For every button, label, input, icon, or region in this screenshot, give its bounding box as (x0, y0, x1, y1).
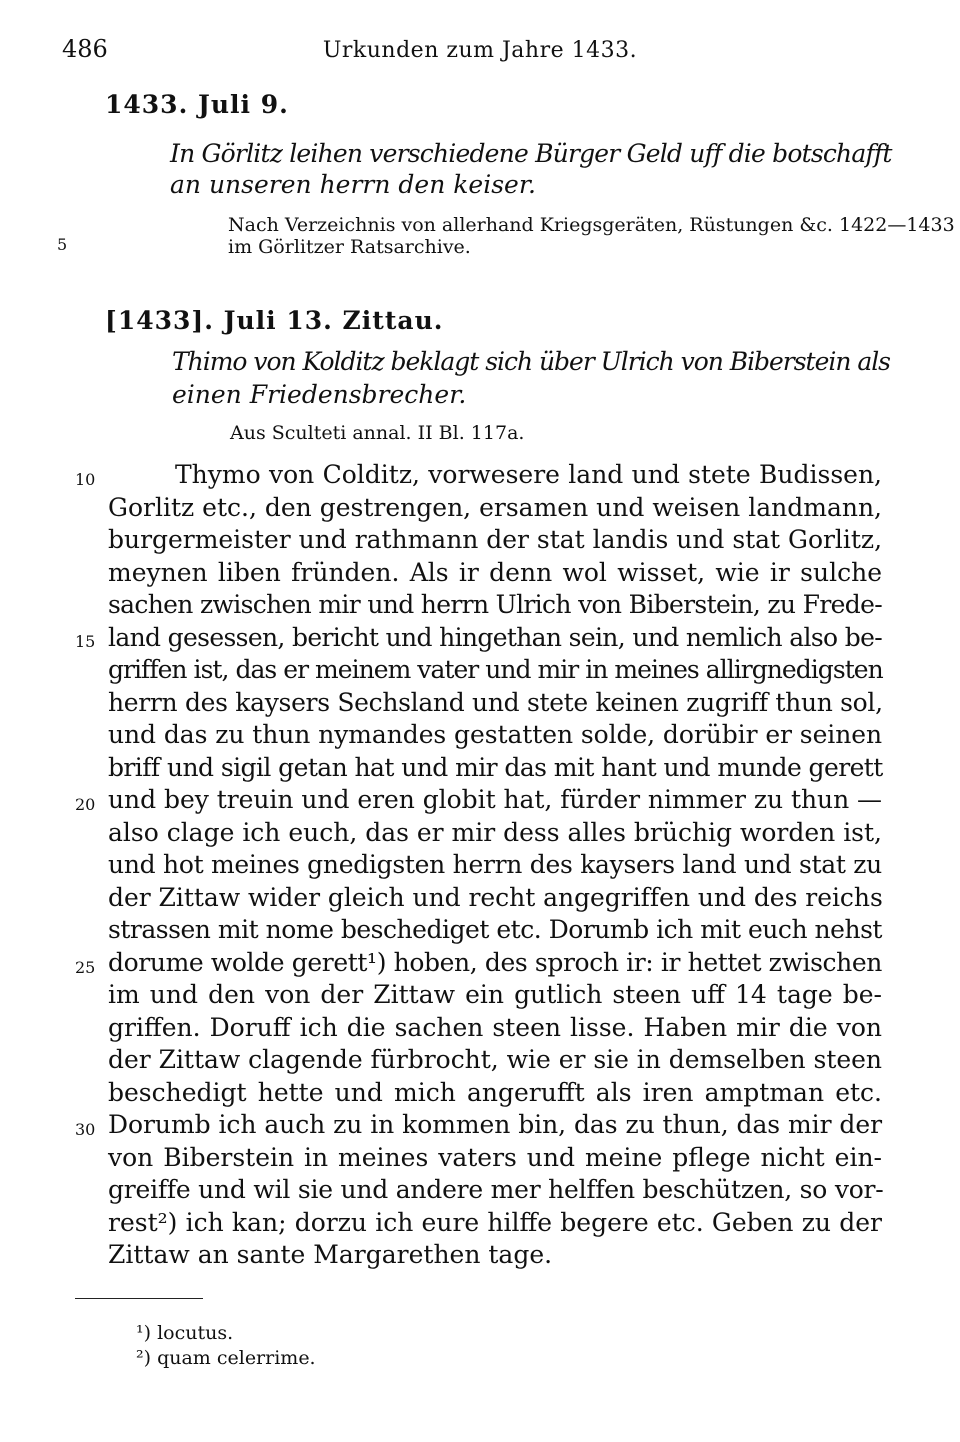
line-number: 30 (75, 1120, 96, 1139)
entry-1-summary-line-1: In Görlitz leihen verschiedene Bürger Geld uff die botschafft (170, 139, 892, 168)
entry-2-source-line-1: Aus Sculteti annal. II Bl. 117a. (230, 422, 525, 444)
footnote-1: ¹) locutus. (136, 1322, 234, 1344)
entry-2-summary-line-2: einen Friedensbrecher. (172, 380, 467, 409)
text-line: burgermeister und rathmann der stat landis und stat Gorlitz, (108, 525, 882, 554)
text-line: griffen. Doruff ich die sachen steen lisse. Haben mir die von (108, 1013, 882, 1042)
text-line: beschedigt hette und mich angerufft als iren amptman etc. (108, 1078, 882, 1107)
text-line: Dorumb ich auch zu in kommen bin, das zu thun, das mir der (108, 1110, 882, 1139)
text-line: Zittaw an sante Margarethen tage. (108, 1240, 553, 1269)
entry-1-source-line-2: im Görlitzer Ratsarchive. (228, 236, 471, 258)
entry-2-date: [1433]. Juli 13. Zittau. (105, 306, 444, 335)
text-line: und das zu thun nymandes gestatten solde, dorübir er seinen (108, 720, 882, 749)
footnote-rule (75, 1298, 203, 1299)
text-line: der Zittaw wider gleich und recht angegriffen und des reichs (108, 883, 883, 912)
text-line: von Biberstein in meines vaters und meine pflege nicht ein- (108, 1143, 882, 1172)
running-head: Urkunden zum Jahre 1433. (322, 38, 638, 63)
text-line: dorume wolde gerett¹) hoben, des sproch ir: ir hettet zwischen (108, 948, 882, 977)
text-line: briff und sigil getan hat und mir das mit hant und munde gerett (108, 753, 883, 782)
text-line: herrn des kaysers Sechsland und stete keinen zugriff thun sol, (108, 688, 883, 717)
line-number: 15 (75, 632, 96, 651)
entry-1-source-line-1: Nach Verzeichnis von allerhand Kriegsgeräten, Rüstungen &c. 1422—1433 (228, 214, 955, 236)
text-line: im und den von der Zittaw ein gutlich steen uff 14 tage be- (108, 980, 882, 1009)
entry-1-summary-line-2: an unseren herrn den keiser. (170, 170, 536, 199)
text-line: greiffe und wil sie und andere mer helffen beschützen, so vor- (108, 1175, 884, 1204)
text-line: strassen mit nome beschediget etc. Dorumb ich mit euch nehst (108, 915, 882, 944)
line-number: 20 (75, 795, 96, 814)
text-line: sachen zwischen mir und herrn Ulrich von Biberstein, zu Frede- (108, 590, 883, 619)
page-number: 486 (62, 35, 108, 63)
footnote-2: ²) quam celerrime. (136, 1347, 316, 1369)
text-line: griffen ist, das er meinem vater und mir in meines allirgnedigsten (108, 655, 883, 684)
line-number: 25 (75, 958, 96, 977)
line-number: 5 (57, 235, 68, 254)
text-line: und bey treuin und eren globit hat, fürder nimmer zu thun — (108, 785, 882, 814)
text-line: Gorlitz etc., den gestrengen, ersamen und weisen landmann, (108, 493, 882, 522)
text-line: meynen liben fründen. Als ir denn wol wisset, wie ir sulche (108, 558, 882, 587)
text-line: rest²) ich kan; dorzu ich eure hilffe begere etc. Geben zu der (108, 1208, 882, 1237)
entry-1-date: 1433. Juli 9. (105, 90, 289, 119)
text-line: Thymo von Colditz, vorwesere land und stete Budissen, (175, 460, 882, 489)
text-line: der Zittaw clagende fürbrocht, wie er sie in demselben steen (108, 1045, 882, 1074)
text-line: land gesessen, bericht und hingethan sein, und nemlich also be- (108, 623, 882, 652)
text-line: und hot meines gnedigsten herrn des kaysers land und stat zu (108, 850, 882, 879)
line-number: 10 (75, 470, 96, 489)
text-line: also clage ich euch, das er mir dess alles brüchig worden ist, (108, 818, 882, 847)
entry-2-summary-line-1: Thimo von Kolditz beklagt sich über Ulrich von Biberstein als (172, 347, 890, 376)
